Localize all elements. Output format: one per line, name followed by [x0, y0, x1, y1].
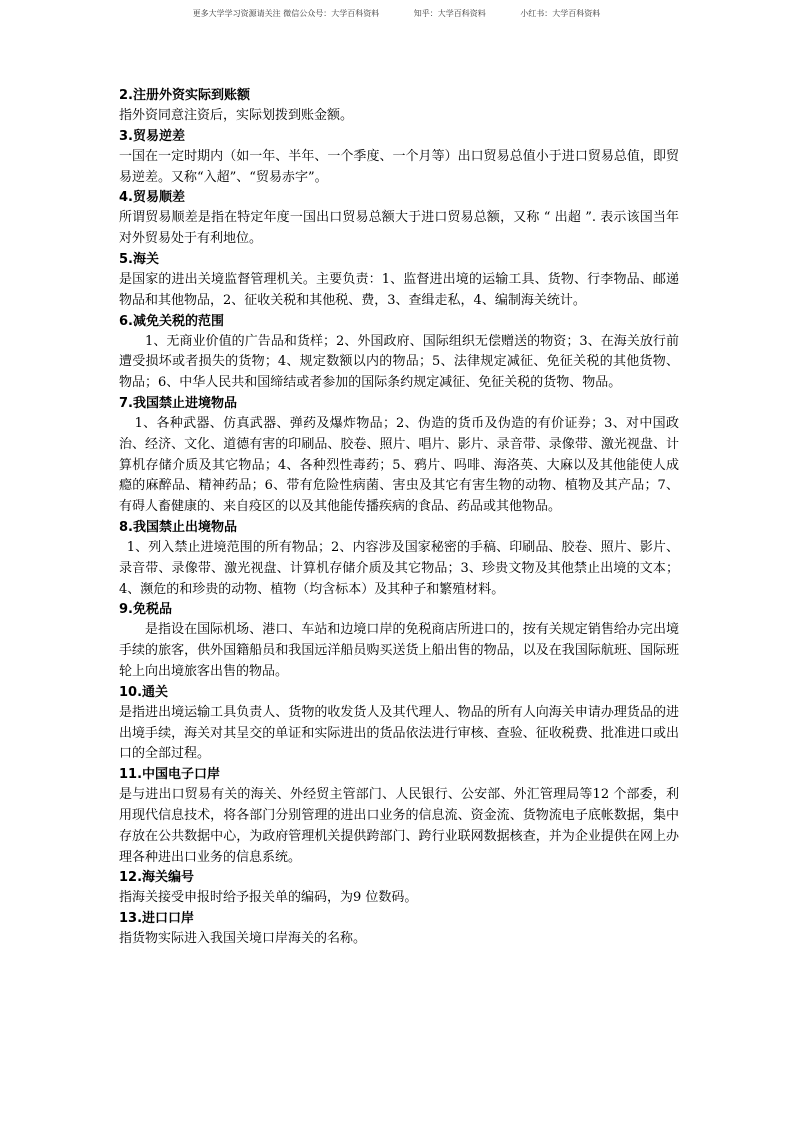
header-wechat-note: 更多大学学习资源请关注 微信公众号：大学百科资料 [192, 9, 380, 18]
term-definition: 指货物实际进入我国关境口岸海关的名称。 [119, 931, 367, 947]
term-section [119, 86, 679, 127]
term-heading: 11.中国电子口岸 [119, 767, 221, 783]
term-definition: 是与进出口贸易有关的海关、外经贸主管部门、人民银行、公安部、外汇管理局等12 个部委，利用现代信息技术，将各部门分别管理的进出口业务的信息流、资金流、货物流电子底帐数据，集中存放在公共数据中心，为政府管理机关提供跨部门、跨行业联网数据核查，并为企业提供在网上办理各种进出口业务的信息系统。 [119, 787, 679, 865]
term-heading: 3.贸易逆差 [119, 128, 185, 144]
term-section [119, 188, 679, 250]
term-section [119, 312, 679, 394]
document-body [119, 86, 679, 950]
term-definition: 指外资同意注资后，实际划拨到账金额。 [119, 108, 354, 123]
term-definition: 指海关接受申报时给予报关单的编码，为9 位数码。 [119, 890, 418, 906]
term-definition: 1、列入禁止进境范围的所有物品；2、内容涉及国家秘密的手稿、印刷品、胶卷、照片、影片、录音带、录像带、激光视盘、计算机存储介质及其它物品；3、珍贵文物及其他禁止出境的文本；4、濒危的和珍贵的动物、植物（均含标本）及其种子和繁殖材料。 [119, 539, 679, 597]
page-header-banner [0, 8, 793, 19]
term-heading: 7.我国禁止进境物品 [119, 395, 237, 411]
term-heading: 4.贸易顺差 [119, 190, 185, 206]
term-section [119, 868, 679, 909]
term-section [119, 765, 679, 868]
term-definition: 是指进出境运输工具负责人、货物的收发货人及其代理人、物品的所有人向海关申请办理货品的进出境手续，海关对其呈交的单证和实际进出的货品依法进行审核、查验、征收税费、批准进口或出口的全部过程。 [119, 704, 679, 762]
term-section [119, 127, 679, 189]
header-zhihu-note: 知乎：大学百科资料 [413, 9, 486, 18]
term-heading: 13.进口口岸 [119, 911, 195, 927]
term-definition: 所谓贸易顺差是指在特定年度一国出口贸易总额大于进口贸易总额，又称 “ 出超 ”. 表示该国当年对外贸易处于有利地位。 [119, 210, 679, 247]
term-definition: 是国家的进出关境监督管理机关。主要负责：1、监督进出境的运输工具、货物、行李物品、邮递物品和其他物品，2、征收关税和其他税、费，3、查缉走私，4、编制海关统计。 [119, 271, 679, 308]
term-heading: 5.海关 [119, 251, 159, 267]
term-heading: 9.免税品 [119, 602, 172, 618]
header-xiaohongshu-note: 小红书：大学百科资料 [520, 9, 601, 18]
term-heading: 2.注册外资实际到账额 [119, 88, 250, 103]
term-section [119, 394, 679, 518]
term-definition: 是指设在国际机场、港口、车站和边境口岸的免税商店所进口的，按有关规定销售给办完出境手续的旅客，供外国籍船员和我国远洋船员购买送货上船出售的物品，以及在我国际航班、国际班轮上向出境旅客出售的物品。 [119, 622, 679, 679]
term-section [119, 683, 679, 765]
term-heading: 10.通关 [119, 684, 169, 700]
term-definition: 1、无商业价值的广告品和货样；2、外国政府、国际组织无偿赠送的物资；3、在海关放行前遭受损坏或者损失的货物；4、规定数额以内的物品；5、法律规定减征、免征关税的其他货物、物品；6、中华人民共和国缔结或者参加的国际条约规定减征、免征关税的货物、物品。 [119, 333, 679, 391]
term-definition: 1、各种武器、仿真武器、弹药及爆炸物品；2、伪造的货币及伪造的有价证券；3、对中国政治、经济、文化、道德有害的印刷品、胶卷、照片、唱片、影片、录音带、录像带、激光视盘、计算机存储介质及其它物品；4、各种烈性毒药；5、鸦片、吗啡、海洛英、大麻以及其他能使人成瘾的麻醉品、精神药品；6、带有危险性病菌、害虫及其它有害生物的动物、植物及其产品；7、有碍人畜健康的、来自疫区的以及其他能传播疾病的食品、药品或其他物品。 [119, 415, 679, 515]
term-section [119, 518, 679, 600]
term-heading: 8.我国禁止出境物品 [119, 519, 237, 535]
term-definition: 一国在一定时期内（如一年、半年、一个季度、一个月等）出口贸易总值小于进口贸易总值，即贸易逆差。又称“入超”、“贸易赤字”。 [119, 148, 679, 185]
term-section [119, 250, 679, 312]
term-section [119, 909, 679, 950]
term-section [119, 600, 679, 682]
term-heading: 6.减免关税的范围 [119, 313, 224, 329]
term-heading: 12.海关编号 [119, 870, 195, 886]
